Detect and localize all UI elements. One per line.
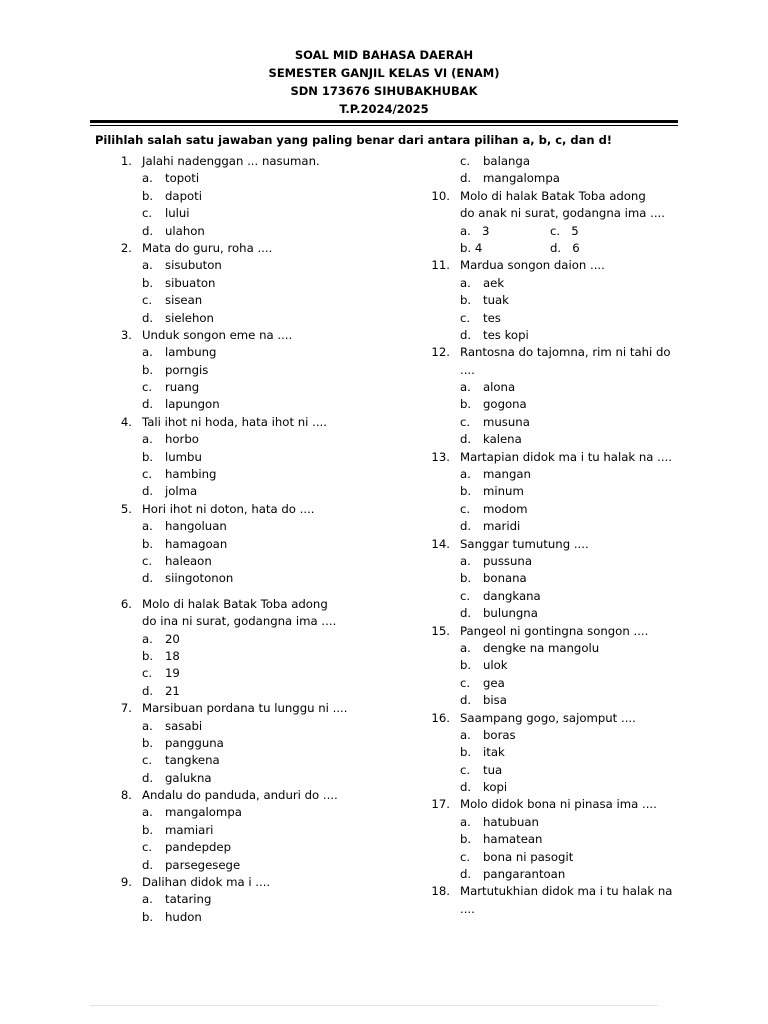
option-text: topoti [165,171,200,186]
answer-option [430,275,690,292]
answer-option [112,449,412,466]
answer-option [112,718,412,735]
option-letter: c. [460,588,471,603]
option-text: sisean [165,293,203,308]
option-text: balanga [483,154,530,168]
option-text: gea [483,675,505,690]
answer-option [430,657,690,674]
option-text: ruang [165,380,200,395]
option-text: kalena [483,432,522,447]
option-letter: c. [460,154,471,168]
question-number: 18. [431,884,450,899]
option-text: porngis [165,362,209,377]
answer-option [430,640,690,657]
question-item [430,449,690,466]
option-letter: a. [142,258,153,273]
question-item [112,874,412,891]
option-letter: b. [460,293,472,308]
option-letter: a. [460,275,471,290]
question-item [112,596,412,613]
answer-option [112,752,412,769]
option-letter: c. [142,380,153,395]
question-number: 9. [120,875,132,890]
option-letter: c. [142,553,153,568]
question-item [430,188,690,205]
question-text: Martapian didok ma i tu halak na .... [460,449,673,464]
answer-option [430,396,690,413]
option-text: bisa [483,693,507,708]
question-text: Hori ihot ni doton, hata do .... [142,501,315,516]
option-text: tuak [483,293,509,308]
answer-option [430,744,690,761]
question-number: 11. [431,258,450,273]
answer-option [430,518,690,535]
answer-option [430,153,690,170]
answer-option [112,275,412,292]
answer-option [430,588,690,605]
answer-option [112,631,412,648]
option-text: minum [483,484,524,499]
option-letter: c. [460,762,471,777]
header-divider-thin [90,125,678,126]
question-number: 13. [431,449,450,464]
option-text: tangkena [165,753,220,768]
question-text: Pangeol ni gontingna songon .... [460,623,649,638]
question-item [430,710,690,727]
answer-option [430,553,690,570]
answer-option [430,431,690,448]
option-text: boras [483,727,516,742]
question-number: 5. [120,501,132,516]
option-letter: b. [460,745,472,760]
option-text: ulok [483,658,508,673]
option-letter: d. [142,683,154,698]
option-letter: b. [460,484,472,499]
question-text: Molo didok bona ni pinasa ima .... [460,797,657,812]
question-item [112,327,412,344]
answer-option [112,553,412,570]
option-letter: d. [460,327,472,342]
option-letter: c. [142,753,153,768]
answer-option [112,518,412,535]
question-item [430,344,690,361]
option-letter: a. [142,892,153,907]
answer-option [430,327,690,344]
option-letter: a. [460,640,471,655]
option-letter: c. [460,501,471,516]
option-text: hambing [165,467,217,482]
question-text: do anak ni surat, godangna ima .... [460,206,665,221]
option-letter: d. [460,171,472,186]
answer-option [112,344,412,361]
question-text: .... [460,901,475,916]
option-letter: c. [460,849,471,864]
option-text: lului [165,206,190,221]
question-number: 4. [120,414,132,429]
answer-option [112,431,412,448]
option-letter: b. [142,909,154,924]
option-letter: b. [142,449,154,464]
answer-option [112,310,412,327]
option-letter: a. [142,432,153,447]
answer-option [430,727,690,744]
option-text: dengke na mangolu [483,640,600,655]
spacer [112,588,412,596]
option-letter: c. [142,467,153,482]
question-item [430,257,690,274]
exam-title: SOAL MID BAHASA DAERAH [294,48,474,62]
option-text: maridi [483,519,521,534]
option-text: lambung [165,345,217,360]
option-text: haleaon [165,553,212,568]
exam-semester: SEMESTER GANJIL KELAS VI (ENAM) [268,66,500,80]
answer-option [430,675,690,692]
option-text: dangkana [483,588,541,603]
option-letter: b. [460,571,472,586]
question-item [430,883,690,900]
option-letter: b. [142,188,154,203]
option-letter: d. [460,693,472,708]
option-text: pussuna [483,553,532,568]
option-letter: a. [460,814,471,829]
option-letter: d. [460,780,472,795]
option-text: tes kopi [483,327,529,342]
option-letter: a. [142,519,153,534]
option-letter: a. [142,718,153,733]
answer-option [112,735,412,752]
answer-option [430,762,690,779]
question-number: 14. [431,536,450,551]
option-text: horbo [165,432,199,447]
answer-option [430,466,690,483]
option-letter: b. [142,735,154,750]
option-letter: a. [142,805,153,820]
option-text: bonana [483,571,527,586]
option-letter: a. [142,631,153,646]
option-letter: c. [142,293,153,308]
question-text: do ina ni surat, godangna ima .... [142,614,337,629]
question-text: Molo di halak Batak Toba adong [142,596,328,611]
option-text: modom [483,501,528,516]
option-text: mangan [483,467,531,482]
answer-option [112,223,412,240]
answer-option [430,170,690,187]
option-text: hamagoan [165,536,228,551]
question-text: Marsibuan pordana tu lunggu ni .... [142,701,348,716]
option-letter: c. [460,310,471,325]
option-letter: d. [142,484,154,499]
question-text: Molo di halak Batak Toba adong [460,188,646,203]
question-item [430,796,690,813]
question-item [112,787,412,804]
question-text: Jalahi nadenggan ... nasuman. [142,154,320,168]
answer-option [430,831,690,848]
question-number: 17. [431,797,450,812]
option-letter: b. [460,832,472,847]
option-text: sibuaton [165,275,216,290]
answer-option-pair [430,240,690,257]
option-text: parsegesege [165,857,241,872]
option-text: bulungna [483,606,538,621]
option-letter: c. [460,675,471,690]
question-item [112,153,412,170]
answer-option [430,501,690,518]
option-text: pangarantoan [483,867,566,882]
option-letter: b. [142,822,154,837]
page-bottom-divider [90,1005,658,1006]
option-text: pangguna [165,735,224,750]
option-text: tes [483,310,501,325]
answer-option [112,379,412,396]
question-text: Dalihan didok ma i .... [142,875,271,890]
question-text: Mata do guru, roha .... [142,240,273,255]
answer-option [112,570,412,587]
option-text: alona [483,380,516,395]
answer-option [112,362,412,379]
answer-option [430,814,690,831]
question-text: Sanggar tumutung .... [460,536,589,551]
answer-option [430,692,690,709]
answer-option [112,292,412,309]
option-letter: a. [460,467,471,482]
answer-option [430,483,690,500]
option-letter: b. [460,658,472,673]
answer-option [112,822,412,839]
answer-option [430,379,690,396]
option-letter: c. [142,206,153,221]
answer-option: b. 4 [460,240,483,255]
question-text: .... [460,362,475,377]
option-text: 20 [165,631,180,646]
answer-option [430,779,690,796]
answer-option [112,909,412,926]
answer-option [430,570,690,587]
answer-option [112,683,412,700]
option-text: bona ni pasogit [483,849,574,864]
answer-option [430,605,690,622]
answer-option [112,188,412,205]
answer-option [112,257,412,274]
answer-option [112,804,412,821]
question-number: 15. [431,623,450,638]
question-number: 16. [431,710,450,725]
answer-option [112,205,412,222]
option-text: lumbu [165,449,202,464]
right-question-column [430,153,690,918]
question-text: Saampang gogo, sajomput .... [460,710,636,725]
question-number: 7. [120,701,132,716]
option-text: mangalompa [165,805,242,820]
question-text-continued [430,362,690,379]
option-letter: d. [142,397,154,412]
question-text: Mardua songon daion .... [460,258,605,273]
answer-option [112,466,412,483]
question-item [430,623,690,640]
option-text: kopi [483,780,508,795]
question-text-continued [112,613,412,630]
answer-option [112,857,412,874]
question-number: 10. [431,188,450,203]
answer-option [430,310,690,327]
option-text: hangoluan [165,519,227,534]
option-text: hudon [165,909,202,924]
option-text: ulahon [165,223,205,238]
option-letter: d. [142,310,154,325]
answer-option [112,170,412,187]
question-number: 3. [120,327,132,342]
option-text: mamiari [165,822,214,837]
answer-option [430,292,690,309]
question-text: Andalu do panduda, anduri do .... [142,788,338,803]
option-letter: b. [460,397,472,412]
school-name: SDN 173676 SIHUBAKHUBAK [290,84,478,98]
question-item [112,700,412,717]
answer-option [112,536,412,553]
answer-option [430,866,690,883]
question-number: 6. [120,596,132,611]
question-item [112,501,412,518]
question-item [112,414,412,431]
option-text: sasabi [165,718,203,733]
option-text: 19 [165,666,180,681]
question-text: Rantosna do tajomna, rim ni tahi do [460,345,671,360]
answer-option [112,396,412,413]
option-letter: d. [142,571,154,586]
question-text: Tali ihot ni hoda, hata ihot ni .... [142,414,327,429]
question-item [112,240,412,257]
option-text: dapoti [165,188,202,203]
option-letter: a. [460,727,471,742]
option-letter: a. [142,171,153,186]
option-text: siingotonon [165,571,234,586]
option-letter: d. [460,519,472,534]
option-text: galukna [165,770,212,785]
option-text: musuna [483,414,530,429]
answer-option: d. 6 [550,240,580,255]
instruction-text: Pilihlah salah satu jawaban yang paling benar dari antara pilihan a, b, c, dan d! [95,133,613,147]
answer-option [112,839,412,856]
option-letter: d. [142,857,154,872]
answer-option [112,770,412,787]
option-letter: c. [142,840,153,855]
option-letter: b. [142,648,154,663]
option-text: aek [483,275,505,290]
option-letter: a. [460,553,471,568]
header-divider-thick [90,120,678,123]
option-letter: c. [142,666,153,681]
option-letter: c. [460,414,471,429]
answer-option [112,483,412,500]
exam-header [0,46,768,118]
question-number: 2. [120,240,132,255]
option-text: 21 [165,683,180,698]
option-text: pandepdep [165,840,232,855]
answer-option: c. 5 [550,223,579,238]
answer-option [430,414,690,431]
question-text: Martutukhian didok ma i tu halak na [460,884,673,899]
option-text: jolma [165,484,198,499]
option-text: sisubuton [165,258,222,273]
school-year: T.P.2024/2025 [339,102,429,116]
question-number: 1. [120,154,132,168]
option-letter: a. [460,380,471,395]
option-text: sielehon [165,310,214,325]
answer-option: a. 3 [460,223,490,238]
question-number: 12. [431,345,450,360]
option-text: hamatean [483,832,543,847]
question-item [430,536,690,553]
question-number: 8. [120,788,132,803]
option-text: mangalompa [483,171,560,186]
option-text: tua [483,762,503,777]
option-letter: b. [142,362,154,377]
option-letter: d. [460,867,472,882]
answer-option-pair [430,223,690,240]
option-letter: d. [142,770,154,785]
option-text: lapungon [165,397,220,412]
option-text: tataring [165,892,212,907]
answer-option [112,891,412,908]
option-text: hatubuan [483,814,539,829]
question-text-continued [430,205,690,222]
answer-option [430,849,690,866]
option-letter: d. [142,223,154,238]
left-question-column [112,153,412,926]
option-text: 18 [165,648,180,663]
option-letter: a. [142,345,153,360]
option-text: itak [483,745,505,760]
option-text: gogona [483,397,527,412]
answer-option [112,665,412,682]
option-letter: d. [460,432,472,447]
question-text-continued [430,901,690,918]
answer-option [112,648,412,665]
option-letter: b. [142,536,154,551]
option-letter: d. [460,606,472,621]
question-text: Unduk songon eme na .... [142,327,293,342]
option-letter: b. [142,275,154,290]
